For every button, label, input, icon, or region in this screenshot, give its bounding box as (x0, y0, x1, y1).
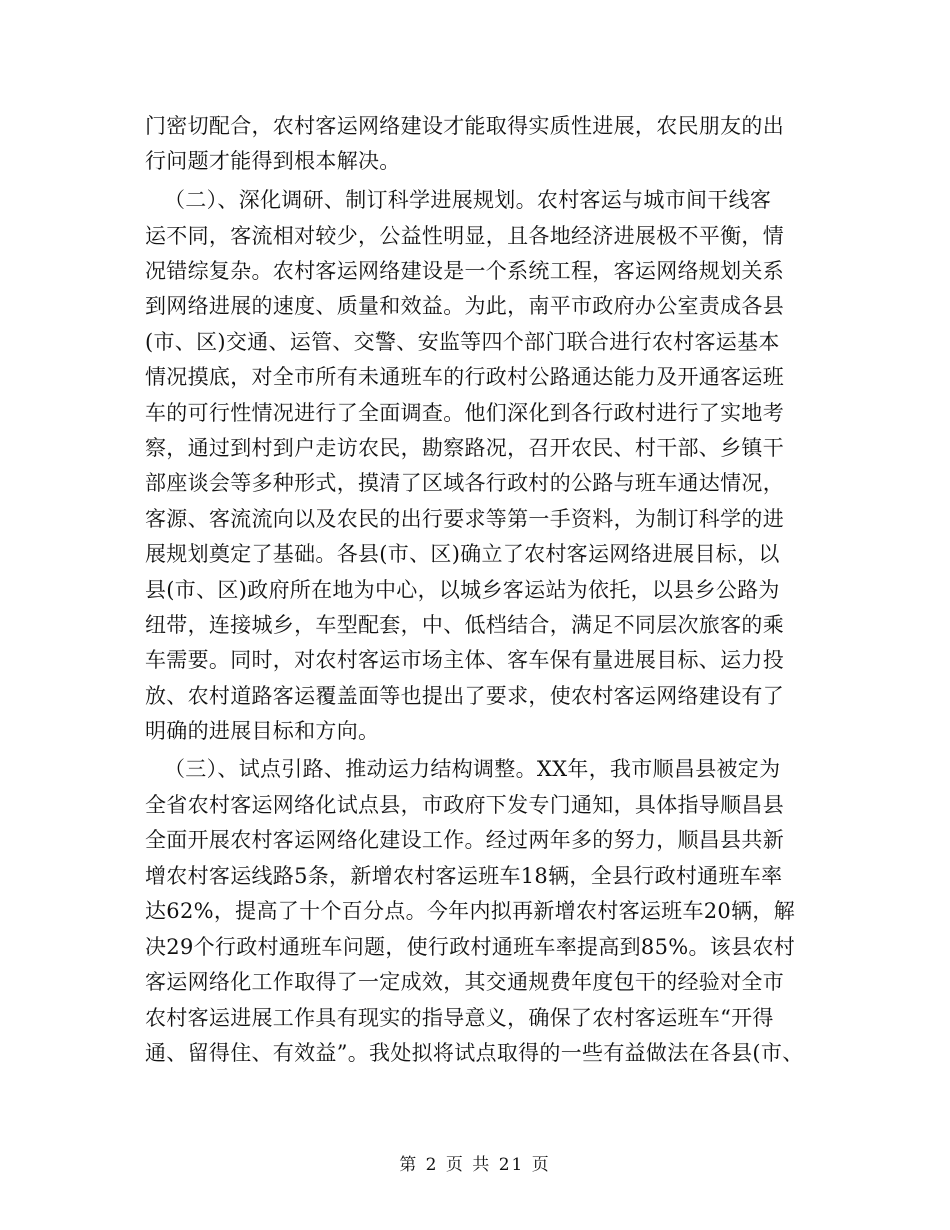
text-line: 纽带，连接城乡，车型配套，中、低档结合，满足不同层次旅客的乘 (145, 613, 784, 637)
text-line: 放、农村道路客运覆盖面等也提出了要求，使农村客运网络建设有了 (145, 684, 784, 708)
text-line: 客运网络化工作取得了一定成效，其交通规费年度包干的经验对全市 (145, 970, 784, 994)
text-line: (市、区)交通、运管、交警、安监等四个部门联合进行农村客运基本 (145, 330, 780, 354)
page-number-footer: 第 2 页 共 21 页 (399, 1155, 551, 1175)
text-line: 全省农村客运网络化试点县，市政府下发专门通知，具体指导顺昌县 (145, 793, 784, 817)
text-line: 门密切配合，农村客运网络建设才能取得实质性进展，农民朋友的出 (145, 114, 784, 138)
text-line: 客源、客流流向以及农民的出行要求等第一手资料，为制订科学的进 (145, 507, 784, 531)
text-line: 通、留得住、有效益”。我处拟将试点取得的一些有益做法在各县(市、 (145, 1041, 804, 1065)
text-line: 部座谈会等多种形式，摸清了区域各行政村的公路与班车通达情况， (145, 471, 784, 495)
text-line: 情况摸底，对全市所有未通班车的行政村公路通达能力及开通客运班 (145, 365, 784, 389)
text-line: 明确的进展目标和方向。 (145, 719, 380, 743)
text-line: 县(市、区)政府所在地为中心，以城乡客运站为依托，以县乡公路为 (145, 578, 780, 602)
text-line: 行问题才能得到根本解决。 (145, 149, 401, 173)
text-line: 展规划奠定了基础。各县(市、区)确立了农村客运网络进展目标，以 (145, 542, 780, 566)
section-heading-line: （二）、深化调研、制订科学进展规划。农村客运与城市间干线客 (164, 188, 772, 212)
text-line: 达62%，提高了十个百分点。今年内拟再新增农村客运班车20辆，解 (145, 899, 795, 923)
text-line: 况错综复杂。农村客运网络建设是一个系统工程，客运网络规划关系 (145, 259, 784, 283)
text-line: 农村客运进展工作具有现实的指导意义，确保了农村客运班车“开得 (145, 1006, 774, 1030)
text-line: 察，通过到村到户走访农民，勘察路况，召开农民、村干部、乡镇干 (145, 436, 784, 460)
text-line: 车需要。同时，对农村客运市场主体、客车保有量进展目标、运力投 (145, 648, 784, 672)
text-line: 到网络进展的速度、质量和效益。为此，南平市政府办公室责成各县 (145, 294, 784, 318)
text-line: 决29个行政村通班车问题，使行政村通班车率提高到85%。该县农村 (145, 935, 795, 959)
section-heading-line: （三）、试点引路、推动运力结构调整。XX年，我市顺昌县被定为 (164, 757, 781, 781)
text-line: 运不同，客流相对较少，公益性明显，且各地经济进展极不平衡，情 (145, 224, 784, 248)
text-line: 全面开展农村客运网络化建设工作。经过两年多的努力，顺昌县共新 (145, 828, 784, 852)
text-line: 增农村客运线路5条，新增农村客运班车18辆，全县行政村通班车率 (145, 864, 783, 888)
text-line: 车的可行性情况进行了全面调查。他们深化到各行政村进行了实地考 (145, 401, 784, 425)
